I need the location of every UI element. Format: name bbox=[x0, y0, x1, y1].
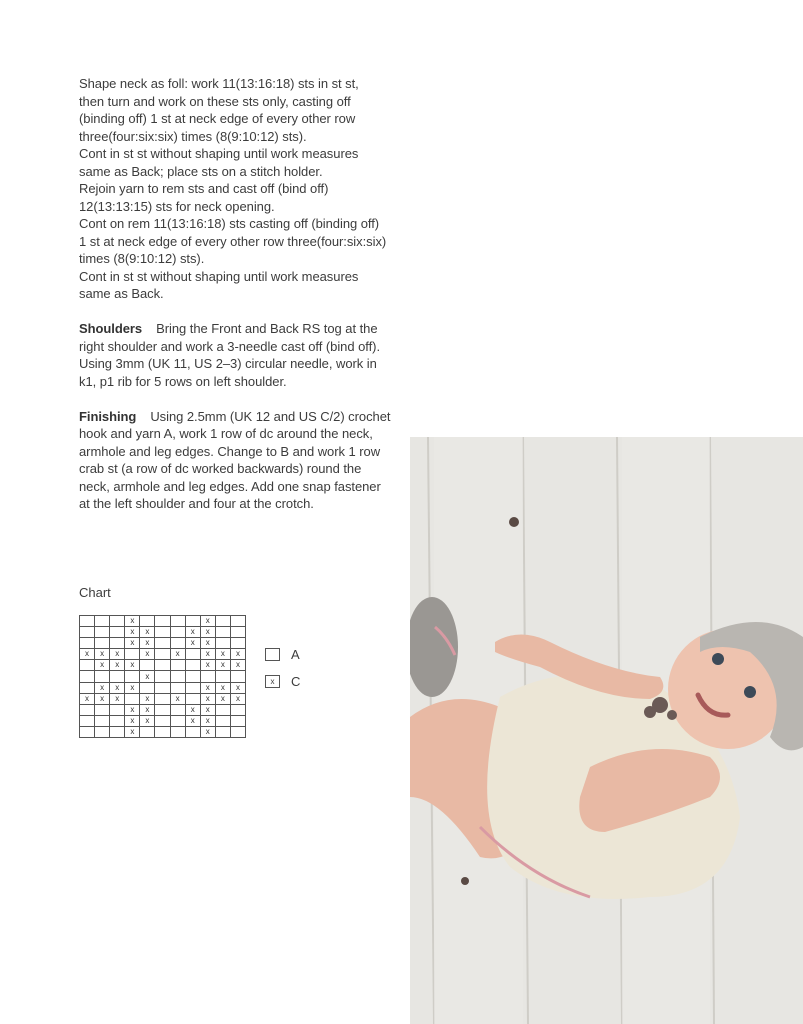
chart-cell bbox=[155, 682, 170, 693]
chart-cell bbox=[155, 704, 170, 715]
chart-cell bbox=[230, 715, 245, 726]
chart-cell bbox=[80, 638, 95, 649]
finishing-paragraph bbox=[79, 408, 399, 513]
chart-cell bbox=[140, 726, 155, 737]
shoulders-line: k1, p1 rib for 5 rows on left shoulder. bbox=[79, 373, 287, 389]
chart-cell bbox=[215, 671, 230, 682]
chart-cell: x bbox=[185, 704, 200, 715]
chart-cell: x bbox=[125, 682, 140, 693]
chart-cell bbox=[155, 638, 170, 649]
chart-cell bbox=[215, 726, 230, 737]
chart-key-item bbox=[265, 674, 300, 689]
key-swatch bbox=[265, 648, 280, 661]
chart-cell: x bbox=[170, 649, 185, 660]
chart-cell: x bbox=[185, 638, 200, 649]
chart-cell: x bbox=[185, 627, 200, 638]
chart-cell: x bbox=[95, 660, 110, 671]
chart-cell bbox=[230, 671, 245, 682]
chart-cell: x bbox=[200, 715, 215, 726]
chart-cell: x bbox=[200, 693, 215, 704]
chart-row bbox=[80, 627, 246, 638]
neck-shaping-line: Rejoin yarn to rem sts and cast off (bind off) bbox=[79, 181, 329, 196]
neck-shaping-line: Cont in st st without shaping until work measures bbox=[79, 268, 359, 284]
chart-cell bbox=[125, 671, 140, 682]
chart-cell bbox=[95, 671, 110, 682]
chart-cell bbox=[230, 704, 245, 715]
chart-cell: x bbox=[230, 693, 245, 704]
chart-cell bbox=[95, 715, 110, 726]
chart-cell bbox=[110, 616, 125, 627]
chart-cell: x bbox=[170, 693, 185, 704]
chart-cell bbox=[80, 704, 95, 715]
chart-cell: x bbox=[110, 693, 125, 704]
chart-cell bbox=[215, 715, 230, 726]
chart-cell: x bbox=[200, 726, 215, 737]
shoulders-paragraph bbox=[79, 320, 399, 390]
chart-cell: x bbox=[230, 660, 245, 671]
chart-title: Chart bbox=[79, 585, 111, 600]
chart-cell bbox=[140, 616, 155, 627]
neck-shaping-line: Cont on rem 11(13:16:18) sts casting off (binding off) bbox=[79, 216, 380, 231]
finishing-line: at the left shoulder and four at the crotch. bbox=[79, 496, 314, 511]
chart-cell: x bbox=[230, 649, 245, 660]
chart-cell: x bbox=[110, 682, 125, 693]
finishing-line: neck, armhole and leg edges. Add one snap fastener bbox=[79, 478, 381, 494]
chart-cell bbox=[185, 649, 200, 660]
chart-cell: x bbox=[110, 649, 125, 660]
chart-cell bbox=[80, 726, 95, 737]
chart-cell: x bbox=[140, 704, 155, 715]
chart-cell: x bbox=[140, 627, 155, 638]
chart-cell bbox=[80, 671, 95, 682]
chart-cell: x bbox=[95, 649, 110, 660]
chart-cell bbox=[215, 616, 230, 627]
chart-cell: x bbox=[200, 638, 215, 649]
chart-cell bbox=[95, 726, 110, 737]
chart-row bbox=[80, 649, 246, 660]
chart-cell bbox=[155, 715, 170, 726]
chart-row bbox=[80, 704, 246, 715]
chart-cell bbox=[155, 649, 170, 660]
chart-cell: x bbox=[200, 660, 215, 671]
chart-row bbox=[80, 671, 246, 682]
chart-cell bbox=[155, 671, 170, 682]
shoulders-line: Bring the Front and Back RS tog at the bbox=[156, 321, 378, 336]
chart-cell bbox=[170, 616, 185, 627]
chart-key-item bbox=[265, 647, 300, 662]
chart-cell: x bbox=[230, 682, 245, 693]
chart-cell bbox=[110, 638, 125, 649]
baby-in-knitted-romper-photo bbox=[410, 437, 803, 1024]
neck-shaping-line: same as Back; place sts on a stitch holder. bbox=[79, 163, 323, 179]
chart-cell bbox=[110, 671, 125, 682]
chart-cell bbox=[95, 638, 110, 649]
chart-row bbox=[80, 660, 246, 671]
finishing-line: armhole and leg edges. Change to B and work 1 row bbox=[79, 443, 381, 459]
neck-shaping-line: Shape neck as foll: work 11(13:16:18) sts in st st, bbox=[79, 76, 359, 91]
chart-cell bbox=[155, 616, 170, 627]
finishing-line: crab st (a row of dc worked backwards) round the bbox=[79, 461, 362, 476]
chart-cell: x bbox=[215, 660, 230, 671]
key-label: C bbox=[291, 674, 301, 689]
shoulders-line: Using 3mm (UK 11, US 2–3) circular needle, work in bbox=[79, 356, 377, 371]
chart-cell bbox=[140, 660, 155, 671]
chart-cell: x bbox=[125, 660, 140, 671]
chart-cell bbox=[95, 616, 110, 627]
chart-cell: x bbox=[125, 616, 140, 627]
chart-row bbox=[80, 726, 246, 737]
chart-cell bbox=[170, 704, 185, 715]
chart-cell bbox=[215, 704, 230, 715]
chart-cell: x bbox=[200, 649, 215, 660]
chart-cell bbox=[95, 704, 110, 715]
chart-cell bbox=[185, 682, 200, 693]
neck-shaping-line: Cont in st st without shaping until work measures bbox=[79, 146, 359, 161]
chart-cell bbox=[155, 627, 170, 638]
neck-shaping-line: 12(13:13:15) sts for neck opening. bbox=[79, 198, 275, 214]
chart-cell bbox=[155, 660, 170, 671]
chart-cell: x bbox=[200, 704, 215, 715]
chart-cell bbox=[110, 627, 125, 638]
shoulders-heading: Shoulders bbox=[79, 321, 143, 336]
chart-cell: x bbox=[140, 638, 155, 649]
chart-cell bbox=[110, 726, 125, 737]
chart-cell: x bbox=[215, 649, 230, 660]
chart-cell: x bbox=[140, 693, 155, 704]
finishing-heading: Finishing bbox=[79, 408, 137, 424]
chart-cell bbox=[80, 616, 95, 627]
chart-row bbox=[80, 715, 246, 726]
chart-cell bbox=[125, 693, 140, 704]
chart-cell bbox=[170, 682, 185, 693]
chart-cell: x bbox=[110, 660, 125, 671]
chart-cell bbox=[170, 671, 185, 682]
chart-cell: x bbox=[140, 671, 155, 682]
chart-row bbox=[80, 638, 246, 649]
chart-cell bbox=[185, 726, 200, 737]
chart-cell: x bbox=[80, 649, 95, 660]
neck-shaping-paragraph bbox=[79, 75, 399, 303]
chart-cell bbox=[80, 660, 95, 671]
chart-cell bbox=[80, 682, 95, 693]
chart-cell bbox=[200, 671, 215, 682]
chart-cell bbox=[110, 715, 125, 726]
chart-cell bbox=[110, 704, 125, 715]
chart-cell: x bbox=[125, 627, 140, 638]
chart-cell: x bbox=[140, 649, 155, 660]
chart-cell: x bbox=[125, 638, 140, 649]
chart-cell bbox=[215, 627, 230, 638]
chart-cell bbox=[230, 627, 245, 638]
chart-cell: x bbox=[125, 704, 140, 715]
chart-cell: x bbox=[215, 693, 230, 704]
chart-cell bbox=[230, 726, 245, 737]
chart-cell bbox=[95, 627, 110, 638]
key-label: A bbox=[291, 647, 300, 662]
chart-cell bbox=[155, 726, 170, 737]
neck-shaping-line: times (8(9:10:12) sts). bbox=[79, 251, 205, 266]
neck-shaping-line: same as Back. bbox=[79, 286, 164, 301]
chart-cell bbox=[215, 638, 230, 649]
neck-shaping-line: three(four:six:six) times (8(9:10:12) sts). bbox=[79, 128, 307, 144]
chart-cell: x bbox=[200, 682, 215, 693]
chart-cell bbox=[185, 671, 200, 682]
chart-cell bbox=[170, 627, 185, 638]
neck-shaping-line: (binding off) 1 st at neck edge of every other row bbox=[79, 111, 356, 126]
chart-cell bbox=[230, 638, 245, 649]
chart-cell bbox=[80, 715, 95, 726]
chart-cell bbox=[170, 726, 185, 737]
chart-cell: x bbox=[95, 682, 110, 693]
finishing-line: hook and yarn A, work 1 row of dc around the neck, bbox=[79, 426, 373, 441]
chart-cell: x bbox=[125, 715, 140, 726]
chart-row bbox=[80, 693, 246, 704]
chart-cell: x bbox=[125, 726, 140, 737]
chart-cell: x bbox=[80, 693, 95, 704]
chart-cell bbox=[125, 649, 140, 660]
chart-cell bbox=[230, 616, 245, 627]
colorwork-chart bbox=[79, 615, 246, 738]
key-swatch: x bbox=[265, 675, 280, 688]
chart-cell: x bbox=[215, 682, 230, 693]
chart-cell bbox=[185, 616, 200, 627]
chart-cell bbox=[170, 660, 185, 671]
chart-cell bbox=[80, 627, 95, 638]
chart-cell: x bbox=[185, 715, 200, 726]
chart-cell bbox=[140, 682, 155, 693]
chart-cell bbox=[185, 693, 200, 704]
chart-cell: x bbox=[200, 627, 215, 638]
neck-shaping-line: 1 st at neck edge of every other row three(four:six:six) bbox=[79, 233, 387, 249]
chart-cell bbox=[185, 660, 200, 671]
chart-cell: x bbox=[200, 616, 215, 627]
chart-cell bbox=[170, 715, 185, 726]
finishing-line: Using 2.5mm (UK 12 and US C/2) crochet bbox=[150, 408, 391, 424]
chart-row bbox=[80, 616, 246, 627]
chart-cell: x bbox=[95, 693, 110, 704]
neck-shaping-line: then turn and work on these sts only, casting off bbox=[79, 93, 351, 109]
chart-row bbox=[80, 682, 246, 693]
chart-cell bbox=[155, 693, 170, 704]
chart-cell: x bbox=[140, 715, 155, 726]
instructions-column bbox=[79, 75, 399, 530]
shoulders-line: right shoulder and work a 3-needle cast off (bind off). bbox=[79, 338, 381, 354]
chart-cell bbox=[170, 638, 185, 649]
